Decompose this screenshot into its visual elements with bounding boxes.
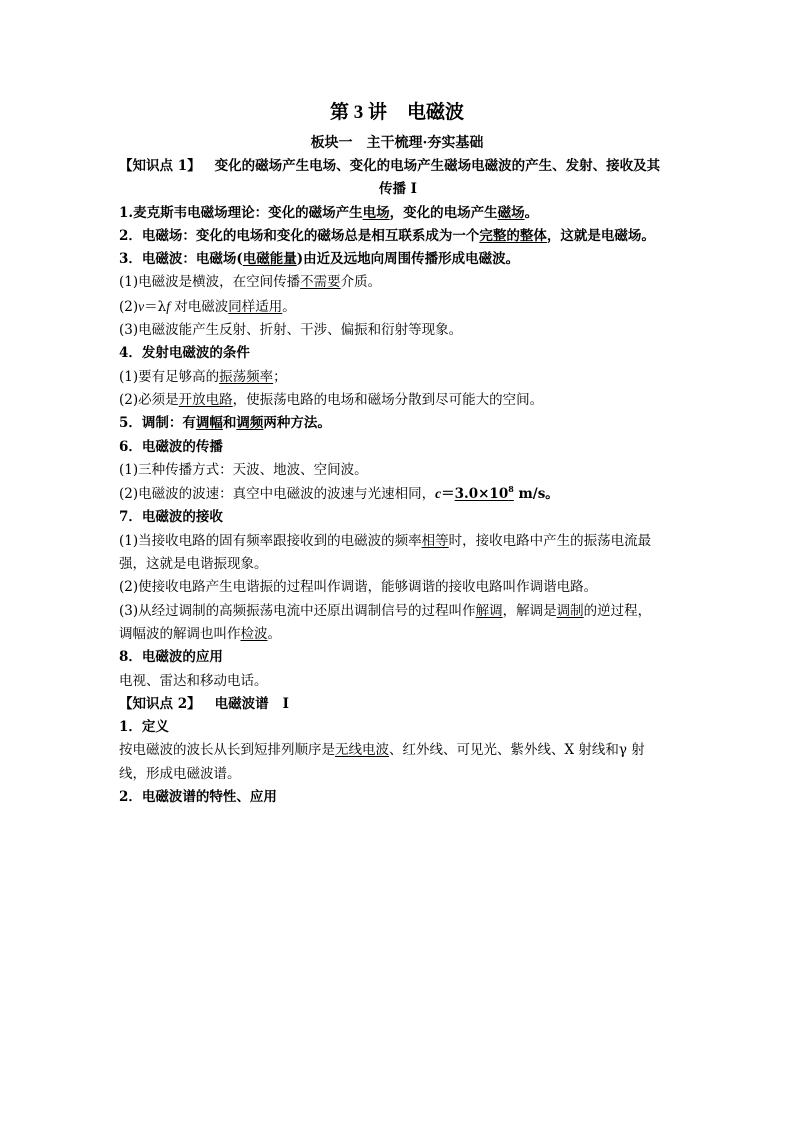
- item-5: 5．调制：有调幅和调频两种方法。: [119, 415, 331, 432]
- item-8-heading: 8．电磁波的应用: [119, 649, 223, 666]
- item-3-2: (2)v＝λf 对电磁波同样适用。: [119, 298, 296, 315]
- item-6-heading: 6．电磁波的传播: [119, 438, 223, 455]
- spectrum-item-1-text: 按电磁波的波长从长到短排列顺序是无线电波、红外线、可见光、紫外线、X 射线和γ 射: [119, 742, 645, 759]
- item-6-2: (2)电磁波的波速：真空中电磁波的波速与光速相同，$c=3.0\times 10^8$ m/s。: [119, 484, 559, 503]
- item-3: 3．电磁波：电磁场(电磁能量)由近及远地向周围传播形成电磁波。: [119, 251, 520, 268]
- item-4-2: (2)必须是开放电路，使振荡电路的电场和磁场分散到尽可能大的空间。: [119, 391, 544, 408]
- item-3-1: (1)电磁波是横波，在空间传播不需要介质。: [119, 274, 382, 291]
- spectrum-item-2-heading: 2．电磁波谱的特性、应用: [119, 789, 277, 806]
- knowledge-point-1-heading-cont: 传播 Ⅰ: [378, 181, 417, 198]
- spectrum-item-1-text-cont: 线，形成电磁波谱。: [119, 765, 241, 782]
- section-subtitle: 板块一 主干梳理·夯实基础: [310, 135, 484, 151]
- item-7-1: (1)当接收电路的固有频率跟接收到的电磁波的频率相等时，接收电路中产生的振荡电流最: [119, 532, 652, 549]
- knowledge-point-tag: 【知识点 1】: [119, 158, 201, 174]
- lecture-number: 第 3 讲: [329, 102, 387, 123]
- item-8-text: 电视、雷达和移动电话。: [119, 672, 268, 689]
- item-7-3-cont: 调幅波的解调也叫作检波。: [119, 625, 281, 642]
- item-2: 2．电磁场：变化的电场和变化的磁场总是相互联系成为一个完整的整体，这就是电磁场。: [119, 227, 655, 244]
- spectrum-item-1-heading: 1．定义: [119, 719, 169, 736]
- item-1: 1.麦克斯韦电磁场理论：变化的磁场产生电场，变化的电场产生磁场。: [119, 204, 539, 221]
- item-7-1-cont: 强，这就是电谐振现象。: [119, 556, 268, 573]
- item-7-2: (2)使接收电路产生电谐振的过程叫作调谐，能够调谐的接收电路叫作调谐电路。: [119, 579, 598, 596]
- item-4-1: (1)要有足够高的振荡频率；: [119, 368, 287, 385]
- page-title: [0, 97, 794, 124]
- item-6-1: (1)三种传播方式：天波、地波、空间波。: [119, 461, 368, 478]
- item-4-heading: 4．发射电磁波的条件: [119, 345, 250, 362]
- document-body: [119, 155, 677, 809]
- lecture-topic: 电磁波: [407, 102, 465, 123]
- item-3-3: (3)电磁波能产生反射、折射、干涉、偏振和衍射等现象。: [119, 322, 463, 339]
- item-7-heading: 7．电磁波的接收: [119, 509, 223, 526]
- knowledge-point-2-heading: 【知识点 2】 电磁波谱 Ⅰ: [119, 695, 289, 712]
- knowledge-point-1-heading: 【知识点 1】 变化的磁场产生电场、变化的电场产生磁场电磁波的产生、发射、接收及其: [119, 158, 661, 174]
- item-7-3: (3)从经过调制的高频振荡电流中还原出调制信号的过程叫作解调，解调是调制的逆过程，: [119, 602, 652, 619]
- knowledge-point-tag: 【知识点 2】: [119, 695, 201, 712]
